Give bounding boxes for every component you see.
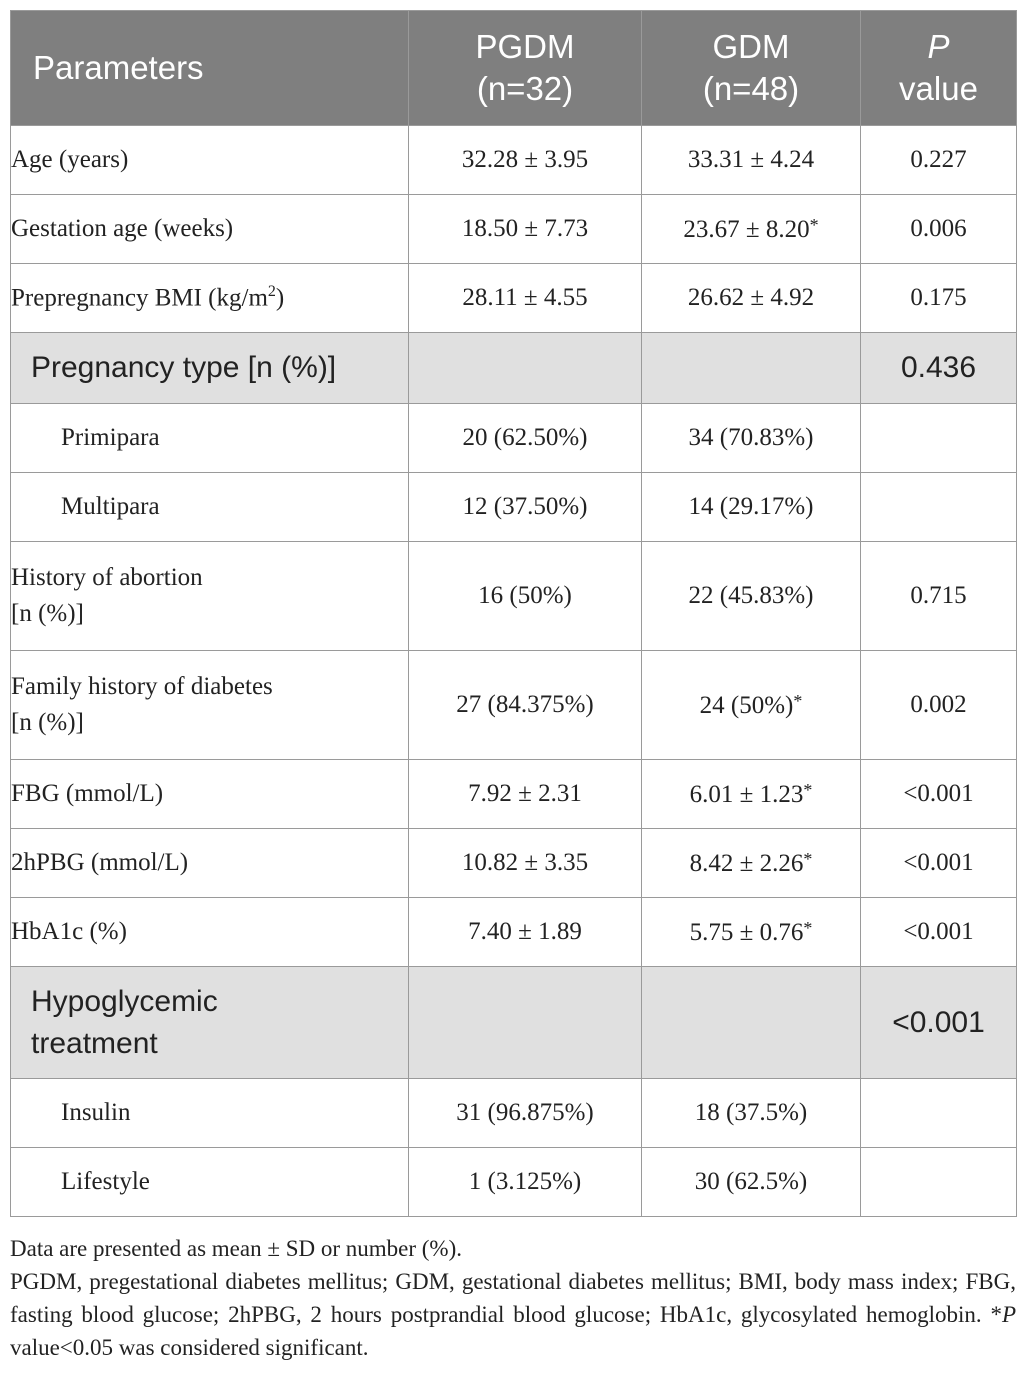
empty-cell xyxy=(409,967,642,1079)
table-row xyxy=(11,542,1017,651)
pgdm-cell: 27 (84.375%) xyxy=(409,651,642,760)
param-cell: Family history of diabetes [n (%)] xyxy=(11,651,409,760)
table-footnotes xyxy=(10,1232,1016,1364)
pgdm-cell: 18.50 ± 7.73 xyxy=(409,195,642,264)
param-cell: History of abortion [n (%)] xyxy=(11,542,409,651)
p-cell: 0.436 xyxy=(861,333,1017,404)
data-table xyxy=(10,10,1017,1217)
gdm-cell: 14 (29.17%) xyxy=(642,473,861,542)
pgdm-cell: 28.11 ± 4.55 xyxy=(409,264,642,333)
gdm-cell: 23.67 ± 8.20* xyxy=(642,195,861,264)
param-cell: HbA1c (%) xyxy=(11,898,409,967)
footnote-data-format: Data are presented as mean ± SD or number (%). xyxy=(10,1236,463,1261)
section-row xyxy=(11,333,1017,404)
param-cell: Prepregnancy BMI $(kg/m^2)$ xyxy=(11,264,409,333)
table-row xyxy=(11,264,1017,333)
param-cell: Insulin xyxy=(11,1079,409,1148)
section-row xyxy=(11,967,1017,1079)
table-row xyxy=(11,404,1017,473)
gdm-cell: 8.42 ± 2.26* xyxy=(642,829,861,898)
table-row xyxy=(11,126,1017,195)
pgdm-cell: 7.40 ± 1.89 xyxy=(409,898,642,967)
header-gdm: GDM (n=48) xyxy=(642,11,861,126)
gdm-cell: 26.62 ± 4.92 xyxy=(642,264,861,333)
significance-marker: * xyxy=(793,690,803,711)
header-pgdm: PGDM (n=32) xyxy=(409,11,642,126)
param-cell: FBG (mmol/L) xyxy=(11,760,409,829)
table-row xyxy=(11,898,1017,967)
section-label: Hypoglycemic treatment xyxy=(11,967,409,1079)
significance-marker: * xyxy=(809,214,819,235)
param-cell: Primipara xyxy=(11,404,409,473)
p-cell: <0.001 xyxy=(861,829,1017,898)
significance-marker: * xyxy=(803,848,813,869)
gdm-cell: 24 (50%)* xyxy=(642,651,861,760)
section-label: Pregnancy type [n (%)] xyxy=(11,333,409,404)
p-cell xyxy=(861,1079,1017,1148)
gdm-cell: 30 (62.5%) xyxy=(642,1148,861,1217)
table-row xyxy=(11,1079,1017,1148)
gdm-cell: 18 (37.5%) xyxy=(642,1079,861,1148)
pgdm-cell: 31 (96.875%) xyxy=(409,1079,642,1148)
gdm-cell: 5.75 ± 0.76* xyxy=(642,898,861,967)
p-cell: 0.006 xyxy=(861,195,1017,264)
empty-cell xyxy=(642,967,861,1079)
param-cell: Multipara xyxy=(11,473,409,542)
significance-marker: * xyxy=(803,917,813,938)
pgdm-cell: 12 (37.50%) xyxy=(409,473,642,542)
header-p-value: P value xyxy=(861,11,1017,126)
p-cell: 0.227 xyxy=(861,126,1017,195)
gdm-cell: 33.31 ± 4.24 xyxy=(642,126,861,195)
table-row xyxy=(11,760,1017,829)
param-cell: Lifestyle xyxy=(11,1148,409,1217)
empty-cell xyxy=(642,333,861,404)
p-cell: 0.175 xyxy=(861,264,1017,333)
p-cell xyxy=(861,473,1017,542)
pgdm-cell: 1 (3.125%) xyxy=(409,1148,642,1217)
table-row xyxy=(11,195,1017,264)
p-cell: <0.001 xyxy=(861,760,1017,829)
pgdm-cell: 32.28 ± 3.95 xyxy=(409,126,642,195)
p-cell: <0.001 xyxy=(861,967,1017,1079)
pgdm-cell: 7.92 ± 2.31 xyxy=(409,760,642,829)
table-row xyxy=(11,829,1017,898)
pgdm-cell: 16 (50%) xyxy=(409,542,642,651)
p-cell xyxy=(861,404,1017,473)
empty-cell xyxy=(409,333,642,404)
table-row xyxy=(11,651,1017,760)
header-row xyxy=(11,11,1017,126)
gdm-cell: 6.01 ± 1.23* xyxy=(642,760,861,829)
footnote-abbreviations: PGDM, pregestational diabetes mellitus; GDM, gestational diabetes mellitus; BMI, body mass index; FBG, fasting blood glucose; 2hPBG, 2 hours postprandial blood glucose; HbA1c, glycosylated hemoglobin. *P value<0.05 was considered significant. xyxy=(10,1269,1016,1360)
param-cell: 2hPBG (mmol/L) xyxy=(11,829,409,898)
pgdm-cell: 20 (62.50%) xyxy=(409,404,642,473)
pgdm-cell: 10.82 ± 3.35 xyxy=(409,829,642,898)
param-cell: Age (years) xyxy=(11,126,409,195)
gdm-cell: 34 (70.83%) xyxy=(642,404,861,473)
table-row xyxy=(11,1148,1017,1217)
p-cell: 0.715 xyxy=(861,542,1017,651)
param-cell: Gestation age (weeks) xyxy=(11,195,409,264)
gdm-cell: 22 (45.83%) xyxy=(642,542,861,651)
p-cell: <0.001 xyxy=(861,898,1017,967)
p-cell: 0.002 xyxy=(861,651,1017,760)
p-cell xyxy=(861,1148,1017,1217)
header-parameters: Parameters xyxy=(11,11,409,126)
significance-marker: * xyxy=(803,779,813,800)
table-row xyxy=(11,473,1017,542)
